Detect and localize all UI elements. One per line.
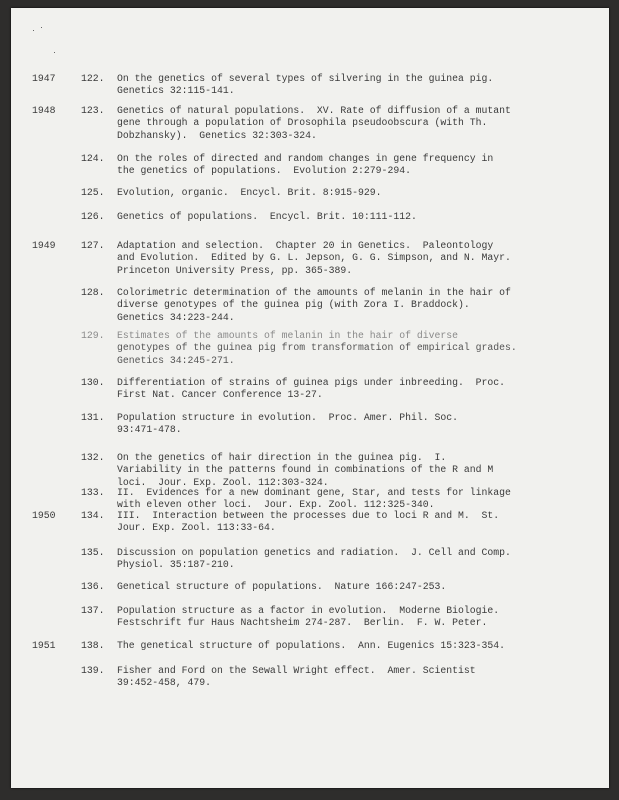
citation-line: and Evolution. Edited by G. L. Jepson, G. G. Simpson, and N. Mayr. [117,252,511,264]
citation-line: The genetical structure of populations. Ann. Eugenics 15:323-354. [117,640,506,651]
citation-line: genotypes of the guinea pig from transformation of empirical grades. [117,342,517,354]
citation-line: Colorimetric determination of the amounts of melanin in the hair of [117,287,511,298]
entry-number: 137. [81,605,105,616]
entry-number: 124. [81,153,105,164]
entry-citation [117,287,511,324]
entry-year: 1950 [32,510,56,521]
citation-line: loci. Jour. Exp. Zool. 112:303-324. [117,476,329,488]
document-page [11,8,609,788]
entry-number: 129. [81,330,105,341]
entry-citation [117,187,382,199]
citation-line: Discussion on population genetics and radiation. J. Cell and Comp. [117,547,511,558]
entry-citation [117,665,476,690]
citation-line: Evolution, organic. Encycl. Brit. 8:915-929. [117,187,382,198]
entry-number: 127. [81,240,105,251]
citation-line: Jour. Exp. Zool. 113:33-64. [117,522,276,534]
citation-line: Physiol. 35:187-210. [117,559,235,571]
entry-citation [117,105,511,142]
citation-line: Adaptation and selection. Chapter 20 in Genetics. Paleontology [117,240,494,251]
citation-line: Princeton University Press, pp. 365-389. [117,264,353,276]
citation-line: Population structure as a factor in evolution. Moderne Biologie. [117,605,500,616]
entry-citation [117,240,511,277]
entry-year: 1947 [32,73,56,84]
entry-citation [117,452,493,489]
entry-citation [117,640,505,652]
entry-citation [117,377,505,402]
entry-citation [117,153,493,178]
entry-citation [117,73,493,98]
entry-number: 139. [81,665,105,676]
citation-line: Genetics 34:223-244. [117,311,235,323]
entry-number: 130. [81,377,105,388]
citation-line: Festschrift fur Haus Nachtsheim 274-287. Berlin. F. W. Peter. [117,617,488,629]
citation-line: the genetics of populations. Evolution 2:279-294. [117,165,411,177]
entry-citation [117,330,517,367]
entry-number: 123. [81,105,105,116]
citation-line: Differentiation of strains of guinea pigs under inbreeding. Proc. [117,377,506,388]
citation-line: On the roles of directed and random changes in gene frequency in [117,153,494,164]
entry-citation [117,211,417,223]
entry-number: 134. [81,510,105,521]
citation-line: Genetical structure of populations. Nature 166:247-253. [117,581,447,592]
citation-line: Genetics of natural populations. XV. Rate of diffusion of a mutant [117,105,511,116]
entry-citation [117,605,499,630]
entry-number: 132. [81,452,105,463]
entry-number: 136. [81,581,105,592]
entry-year: 1948 [32,105,56,116]
citation-line: Fisher and Ford on the Sewall Wright effect. Amer. Scientist [117,665,476,676]
citation-line: Population structure in evolution. Proc. Amer. Phil. Soc. [117,412,458,423]
citation-line: II. Evidences for a new dominant gene, Star, and tests for linkage [117,487,511,498]
entry-number: 128. [81,287,105,298]
citation-line: On the genetics of hair direction in the guinea pig. I. [117,452,447,463]
entry-number: 138. [81,640,105,651]
entry-number: 133. [81,487,105,498]
entry-citation [117,547,511,572]
citation-line: diverse genotypes of the guinea pig (with Zora I. Braddock). [117,299,470,311]
citation-line: gene through a population of Drosophila pseudoobscura (with Th. [117,117,488,129]
entry-citation [117,412,458,437]
entry-year: 1951 [32,640,56,651]
citation-line: Genetics of populations. Encycl. Brit. 10:111-112. [117,211,417,222]
entry-number: 135. [81,547,105,558]
entry-number: 122. [81,73,105,84]
citation-line: Dobzhansky). Genetics 32:303-324. [117,129,317,141]
citation-line: with eleven other loci. Jour. Exp. Zool. 112:325-340. [117,499,435,511]
citation-line: Estimates of the amounts of melanin in the hair of diverse [117,330,458,341]
citation-line: On the genetics of several types of silvering in the guinea pig. [117,73,494,84]
entry-number: 131. [81,412,105,423]
entry-citation [117,510,499,535]
citation-line: Genetics 32:115-141. [117,85,235,97]
entry-citation [117,581,446,593]
citation-line: Variability in the patterns found in combinations of the R and M [117,464,494,476]
citation-line: 39:452-458, 479. [117,677,212,689]
entry-number: 126. [81,211,105,222]
citation-line: Genetics 34:245-271. [117,354,235,366]
citation-line: III. Interaction between the processes due to loci R and M. St. [117,510,500,521]
entry-citation [117,487,511,512]
entry-year: 1949 [32,240,56,251]
entry-number: 125. [81,187,105,198]
citation-line: First Nat. Cancer Conference 13-27. [117,389,323,401]
citation-line: 93:471-478. [117,424,182,436]
